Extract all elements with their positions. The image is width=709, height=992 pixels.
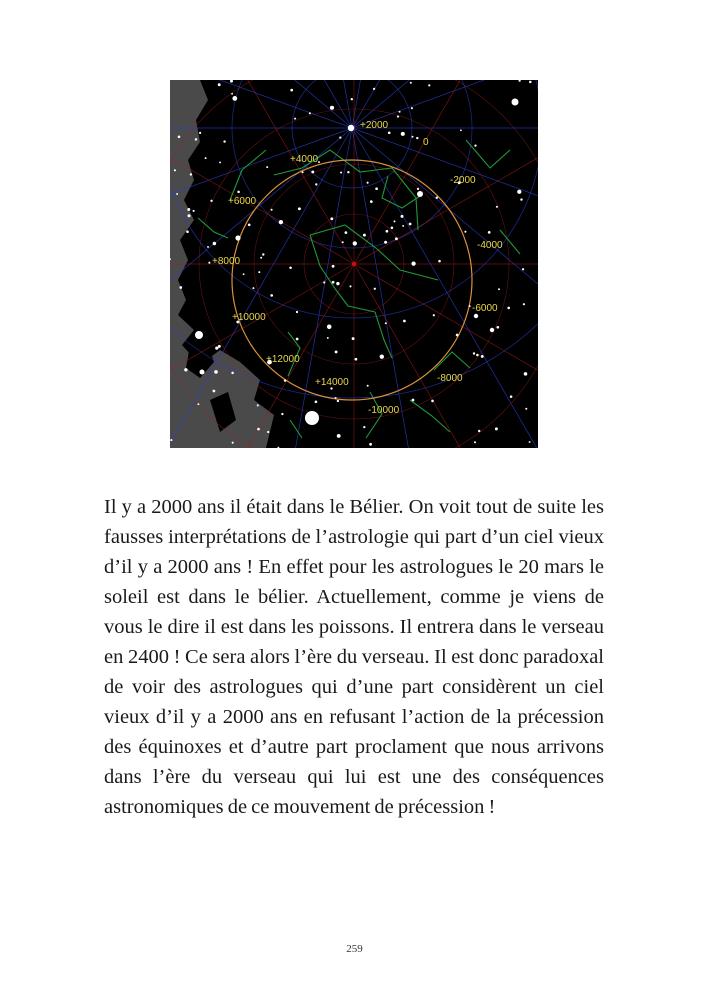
star [363,426,365,428]
star [213,242,217,246]
star [436,197,438,199]
star [197,403,199,405]
star [370,200,373,203]
star [267,431,269,433]
star [335,350,338,353]
star [208,262,210,264]
star [187,208,190,211]
star [481,355,484,358]
star [523,303,525,305]
ecliptic-pole-marker [352,262,356,266]
star [271,209,273,211]
label-plus-6000: +6000 [228,196,257,207]
star [340,171,342,173]
star [351,98,353,100]
label-plus-10000: +10000 [232,312,266,323]
label-minus-6000: -6000 [472,303,498,314]
star [473,352,475,354]
star [218,345,221,348]
star [403,320,406,323]
star [412,136,414,138]
star [219,161,221,163]
star [330,217,333,220]
star [289,267,292,270]
bright-star [195,331,203,339]
star [510,395,513,398]
star [397,116,399,118]
star [243,273,245,275]
star [411,261,415,265]
star [355,358,358,361]
star [431,400,434,403]
star [260,257,262,259]
star [342,241,344,243]
star [410,82,412,84]
star [199,132,201,134]
star [311,170,314,173]
star [411,107,413,109]
bright-star [474,314,478,318]
star [257,404,259,406]
star [524,372,528,376]
star [218,83,221,86]
star [279,220,283,224]
star [401,215,404,218]
star [174,169,176,171]
star [248,223,251,226]
label-plus-2000: +2000 [360,120,389,131]
bright-star [417,191,423,197]
star [525,408,527,410]
star [323,281,325,283]
star [347,171,349,173]
bright-star [348,125,354,131]
star [281,413,283,415]
label-minus-10000: -10000 [368,405,400,416]
star [352,337,355,340]
star [349,285,351,287]
label-minus-2000: -2000 [450,175,476,186]
star [498,288,500,290]
star [391,227,394,230]
bright-star [235,235,240,240]
star [367,385,369,387]
label-minus-8000: -8000 [437,373,463,384]
star [367,182,369,184]
star [339,137,341,139]
star [302,171,304,173]
star [375,187,378,190]
star [315,400,318,403]
label-minus-4000: -4000 [477,240,503,251]
label-plus-4000: +4000 [290,154,319,165]
star [495,427,498,430]
star [252,287,254,289]
star [399,111,401,113]
star [330,106,334,110]
star [384,241,387,244]
star [373,88,375,90]
star [337,434,341,438]
star [417,188,419,190]
star [207,246,209,248]
star [388,131,391,134]
star [416,137,418,139]
star [179,286,182,289]
bright-star [305,411,319,425]
star [395,237,398,240]
star [529,81,532,84]
star [315,183,317,185]
star [257,428,260,431]
star [337,400,339,402]
star [336,282,339,285]
star-chart-figure [170,80,538,448]
star [298,207,301,210]
star [401,132,405,136]
star [517,190,521,194]
star [456,334,459,337]
star [186,230,189,233]
star [428,84,430,86]
star [205,157,207,159]
star [193,210,195,212]
star [469,305,471,307]
star [386,230,389,233]
star [394,220,396,222]
star [488,231,491,234]
star [232,96,237,101]
star [223,140,225,142]
star [290,89,293,92]
star [176,193,178,195]
star [284,379,286,381]
star [409,223,412,226]
star [190,173,192,175]
star [178,135,181,138]
star [460,129,462,131]
star [270,294,273,297]
star [195,138,198,141]
star [478,430,480,432]
star [520,198,522,200]
star [231,372,234,375]
bright-star [512,99,519,106]
body-paragraph: Il y a 2000 ans il était dans le Bélier. On voit tout de suite les fausses interprétations de l’astrologie qui part d’un ciel vieux d’il y a 2000 ans ! En effet pour les astrologues le 20 mars le soleil est dans le bélier. Actuellement, comme je viens de vous le dire il est dans les poissons. Il entrera dans le verseau en 2400 ! Ce sera alors l’ère du verseau. Il est donc paradoxal de voir des astrologues qui d’une part considèrent un ciel vieux d’il y a 2000 ans en refusant l’action de la précession des équinoxes et d’autre part proclament que nous arrivons dans l’ère du verseau qui lui est une des conséquences astronomiques de ce mouvement de précession ! [104,496,604,818]
star [474,144,476,146]
star-chart-svg [170,80,538,448]
star [438,260,441,263]
label-plus-12000: +12000 [266,354,300,365]
star [327,325,332,330]
star [266,166,268,168]
star [262,253,264,255]
star [353,241,357,245]
label-zero: 0 [423,137,429,148]
star [258,271,260,273]
star [318,161,320,163]
star [214,370,218,374]
bright-star [200,370,205,375]
star [522,268,524,270]
bright-star [490,328,494,332]
star [464,231,466,233]
star [369,443,372,446]
star [385,322,387,324]
star [380,355,384,359]
star [296,311,298,313]
page-number: 259 [346,943,363,955]
star [184,368,187,371]
star [188,214,191,217]
star [507,307,510,310]
star [327,337,329,339]
star [213,390,216,393]
star [345,231,348,234]
star [474,441,476,443]
star [210,200,212,202]
star [232,442,234,444]
star [237,191,240,194]
star [296,338,299,341]
star [170,439,172,441]
star [374,288,376,290]
star [496,326,499,329]
star [476,354,479,357]
star [402,225,404,227]
label-plus-14000: +14000 [315,377,349,388]
star [332,281,335,284]
star [529,441,531,443]
star [412,399,415,402]
star [332,265,335,268]
star [496,206,498,208]
label-plus-8000: +8000 [212,256,241,267]
star [231,93,233,95]
star [363,234,366,237]
star [309,112,311,114]
star [335,397,337,399]
star [294,118,296,120]
star [433,314,435,316]
